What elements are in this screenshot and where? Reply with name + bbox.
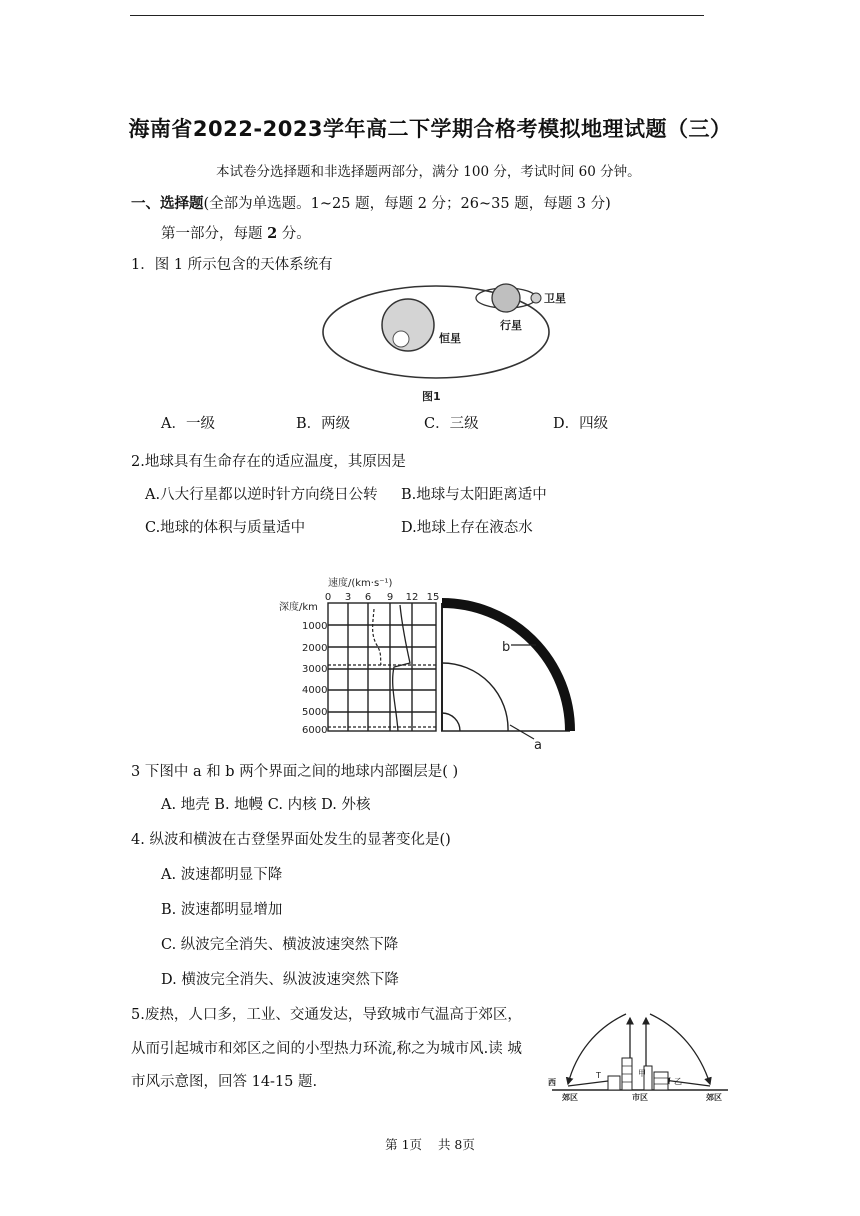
label-city: 市区 (632, 1093, 648, 1102)
q3-options: A. 地壳 B. 地幔 C. 内核 D. 外核 (161, 797, 371, 813)
q4-option-c: C. 纵波完全消失、横波波速突然下降 (161, 937, 399, 953)
moon-icon (531, 293, 541, 303)
depth-tick: 4000 (302, 685, 328, 696)
label-t: T (596, 1071, 601, 1080)
depth-axis-label: 深度/km (279, 602, 318, 613)
label-suburb-left: 郊区 (562, 1093, 578, 1102)
speed-axis-label: 速度/(km·s⁻¹) (328, 578, 393, 589)
speed-tick: 3 (344, 592, 352, 603)
depth-tick: 5000 (302, 707, 328, 718)
speed-tick: 15 (426, 592, 440, 603)
header-rule (130, 15, 704, 16)
speed-tick: 12 (405, 592, 419, 603)
section-heading-rest: (全部为单选题。1~25 题，每题 2 分；26~35 题，每题 3 分) (203, 196, 611, 212)
celestial-system-figure (318, 282, 566, 404)
page-total: 共 8页 (437, 1137, 475, 1152)
moon-label: 卫星 (544, 292, 566, 305)
speed-tick: 6 (364, 592, 372, 603)
label-suburb-right: 郊区 (706, 1093, 722, 1102)
q5-line-1: 5.废热，人口多，工业、交通发达，导致城市气温高于郊区， (131, 1007, 522, 1023)
earth-interior-figure (278, 575, 580, 753)
speed-tick: 0 (324, 592, 332, 603)
q4-option-a: A. 波速都明显下降 (161, 867, 283, 883)
label-yi: 乙 (674, 1077, 682, 1086)
depth-tick: 6000 (302, 725, 328, 736)
section-heading (131, 192, 611, 213)
earth-quarter-section (441, 603, 570, 753)
part-note-prefix: 第一部分，每题 (161, 226, 268, 242)
q4-option-b: B. 波速都明显增加 (161, 902, 283, 918)
page-title: 海南省2022-2023学年高二下学期合格考模拟地理试题（三） (128, 117, 732, 141)
q1-stem: 1．图 1 所示包含的天体系统有 (131, 257, 333, 273)
q2-option-b: B.地球与太阳距离适中 (401, 487, 547, 503)
label-jia: 甲 (638, 1069, 646, 1078)
page-footer (0, 1135, 860, 1153)
depth-tick: 2000 (302, 643, 328, 654)
part-note (161, 222, 311, 243)
label-west: 西 (548, 1078, 556, 1087)
q2-stem: 2.地球具有生命存在的适应温度，其原因是 (131, 454, 406, 470)
exam-intro: 本试卷分选择题和非选择题两部分，满分 100 分，考试时间 60 分钟。 (216, 164, 641, 180)
planet-icon (492, 284, 520, 312)
part-note-suffix: 分。 (277, 226, 311, 242)
q2-option-d: D.地球上存在液态水 (401, 520, 533, 536)
planet-label: 行星 (500, 319, 522, 332)
part-note-points: 2 (267, 225, 278, 242)
s-wave-curve (373, 609, 381, 665)
q1-option-c: C．三级 (424, 416, 479, 432)
wave-speed-grid (328, 603, 436, 731)
q5-line-3: 市风示意图，回答 14-15 题. (131, 1074, 318, 1090)
page-number: 第 1页 (385, 1137, 423, 1152)
q1-option-b: B．两级 (296, 416, 351, 432)
depth-tick: 1000 (302, 621, 328, 632)
q2-option-c: C.地球的体积与质量适中 (145, 520, 306, 536)
section-heading-bold: 一、选择题 (131, 195, 204, 212)
q4-stem: 4. 纵波和横波在古登堡界面处发生的显著变化是() (131, 832, 451, 848)
label-a: a (534, 738, 542, 753)
figure1-caption: 图1 (422, 390, 441, 403)
depth-tick: 3000 (302, 664, 328, 675)
star-label: 恒星 (439, 332, 461, 345)
speed-tick: 9 (386, 592, 394, 603)
city-wind-figure (546, 1008, 732, 1104)
q3-stem: 3 下图中 a 和 b 两个界面之间的地球内部圈层是( ) (131, 764, 459, 780)
q5-line-2: 从而引起城市和郊区之间的小型热力环流,称之为城市风.读 城 (131, 1041, 522, 1057)
label-b: b (502, 640, 511, 655)
q4-option-d: D. 横波完全消失、纵波波速突然下降 (161, 972, 399, 988)
q2-option-a: A.八大行星都以逆时针方向绕日公转 (145, 487, 378, 503)
q1-option-d: D．四级 (553, 416, 609, 432)
q1-option-a: A．一级 (161, 416, 215, 432)
